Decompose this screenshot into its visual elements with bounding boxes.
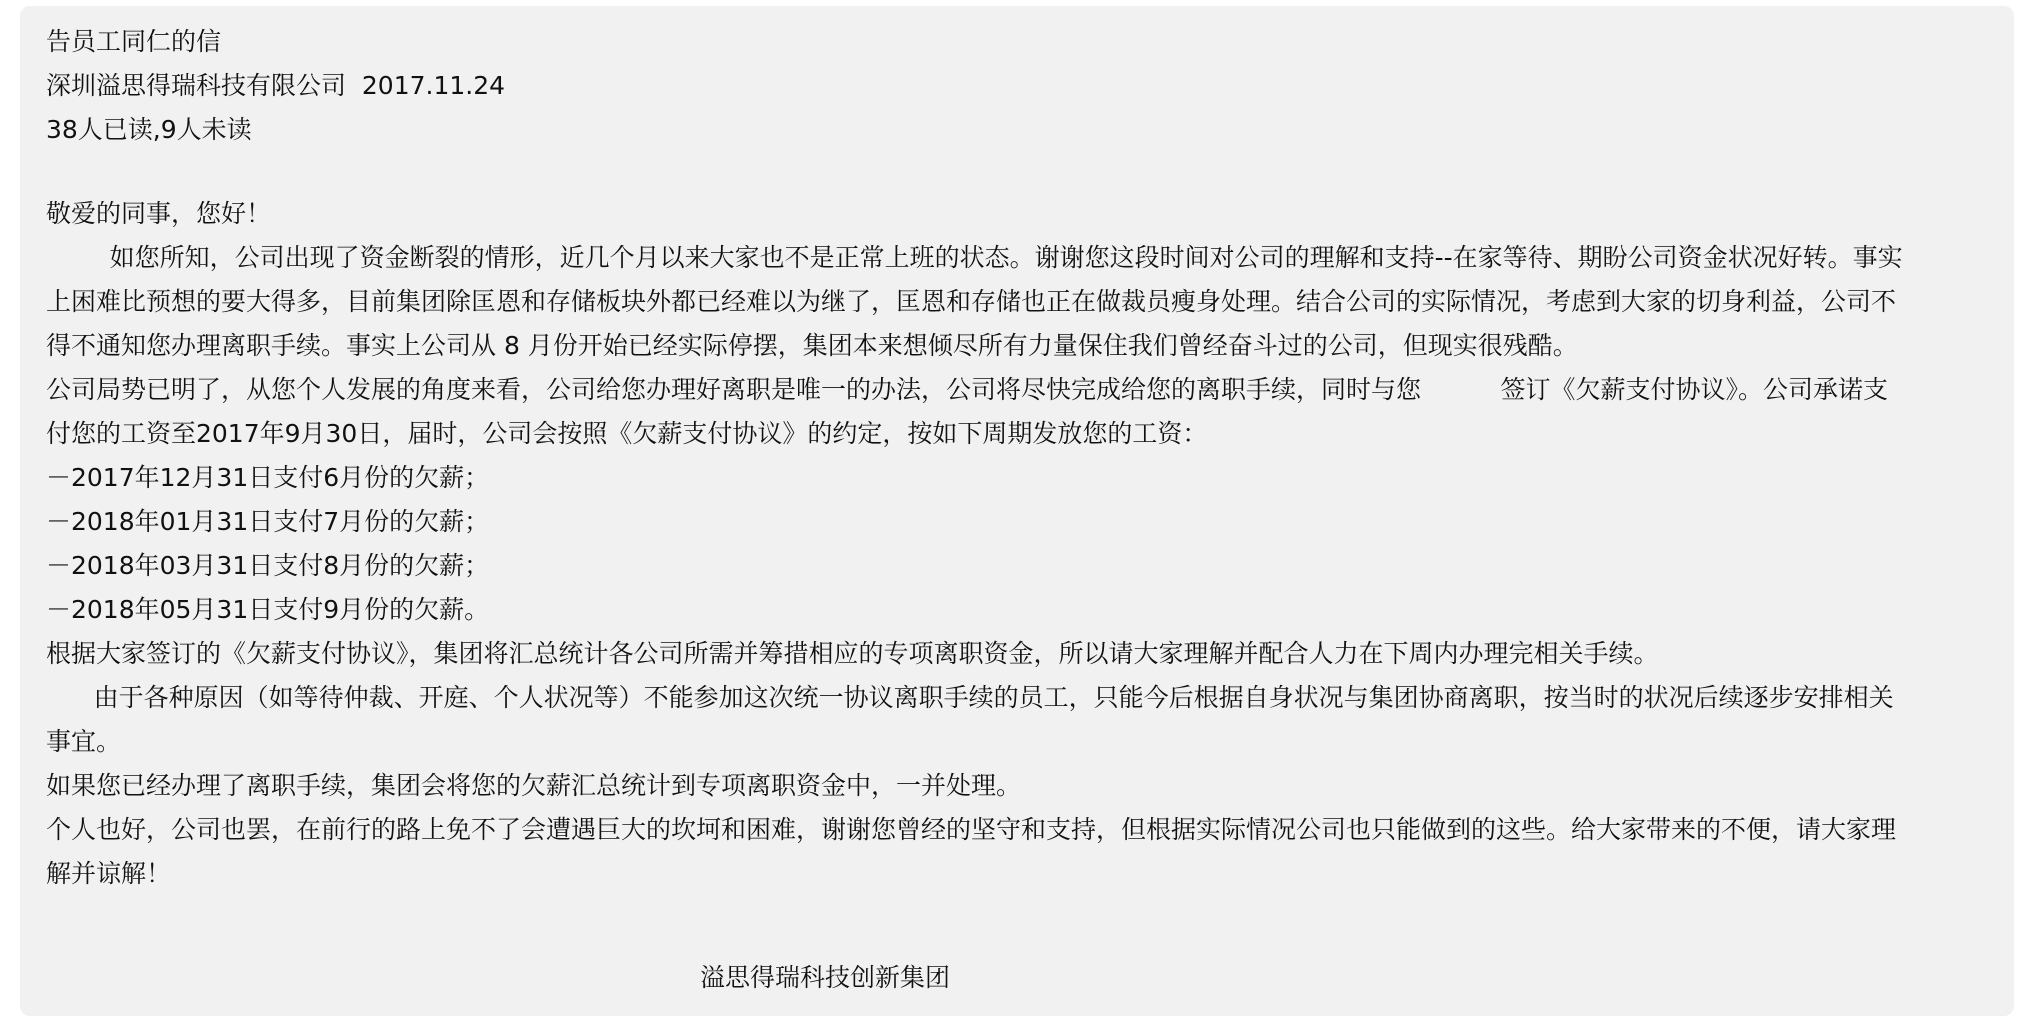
paragraph-4-line-1: 由于各种原因（如等待仲裁、开庭、个人状况等）不能参加这次统一协议离职手续的员工，只能今后根据自身状况与集团协商离职，按当时的状况后续逐步安排相关 (46, 683, 1894, 712)
paragraph-1-line-3: 得不通知您办理离职手续。事实上公司从 8 月份开始已经实际停摆，集团本来想倾尽所有力量保住我们曾经奋斗过的公司，但现实很残酷。 (46, 331, 1578, 360)
paragraph-3: 根据大家签订的《欠薪支付协议》，集团将汇总统计各公司所需并筹措相应的专项离职资金，所以请大家理解并配合人力在下周内办理完相关手续。 (46, 639, 1659, 668)
schedule-item: －2018年01月31日支付7月份的欠薪； (46, 507, 490, 536)
paragraph-2-line-1: 公司局势已明了，从您个人发展的角度来看，公司给您办理好离职是唯一的办法，公司将尽快完成给您的离职手续，同时与您 签订《欠薪支付协议》。公司承诺支 (46, 375, 1888, 404)
salutation: 敬爱的同事，您好！ (46, 199, 272, 228)
paragraph-2-line-2: 付您的工资至2017年9月30日，届时，公司会按照《欠薪支付协议》的约定，按如下周期发放您的工资： (46, 419, 1208, 448)
signature: 溢思得瑞科技创新集团 (700, 963, 951, 992)
paragraph-4-line-2: 事宜。 (46, 727, 122, 756)
message-subject: 告员工同仁的信 (46, 27, 222, 56)
schedule-item: －2017年12月31日支付6月份的欠薪； (46, 463, 490, 492)
paragraph-5: 如果您已经办理了离职手续，集团会将您的欠薪汇总统计到专项离职资金中，一并处理。 (46, 771, 1022, 800)
message-card (20, 6, 2014, 1016)
paragraph-6-line-2: 解并谅解！ (46, 859, 172, 888)
paragraph-1-line-2: 上困难比预想的要大得多，目前集团除匡恩和存储板块外都已经难以为继了，匡恩和存储也正在做裁员瘦身处理。结合公司的实际情况，考虑到大家的切身利益，公司不 (46, 287, 1897, 316)
sender-and-date: 深圳溢思得瑞科技有限公司 2017.11.24 (46, 71, 506, 100)
schedule-item: －2018年05月31日支付9月份的欠薪。 (46, 595, 490, 624)
schedule-item: －2018年03月31日支付8月份的欠薪； (46, 551, 490, 580)
paragraph-1-line-1: 如您所知，公司出现了资金断裂的情形，近几个月以来大家也不是正常上班的状态。谢谢您这段时间对公司的理解和支持--在家等待、期盼公司资金状况好转。事实 (46, 243, 1903, 272)
blank-line (46, 152, 1990, 192)
read-status[interactable]: 38人已读,9人未读 (46, 115, 252, 144)
paragraph-6-line-1: 个人也好，公司也罢，在前行的路上免不了会遭遇巨大的坎坷和困难，谢谢您曾经的坚守和支持，但根据实际情况公司也只能做到的这些。给大家带来的不便，请大家理 (46, 815, 1897, 844)
